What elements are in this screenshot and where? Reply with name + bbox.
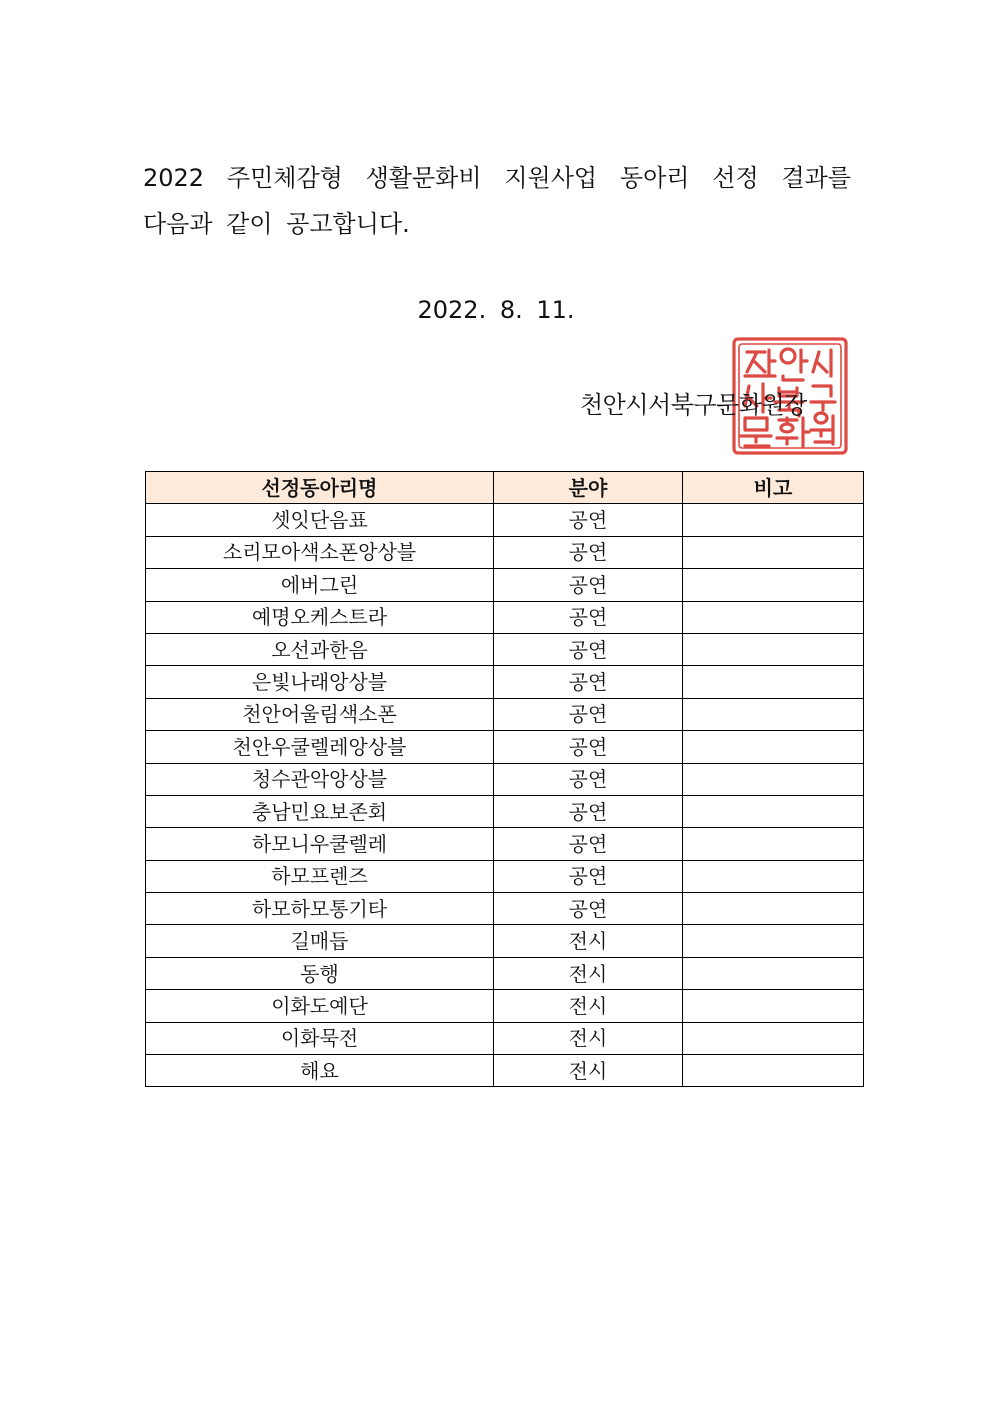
cell-field: 전시 <box>494 990 683 1022</box>
cell-club-name: 에버그린 <box>146 569 494 601</box>
cell-field: 공연 <box>494 698 683 730</box>
table-row <box>146 957 864 989</box>
cell-field: 전시 <box>494 957 683 989</box>
cell-note <box>683 893 864 925</box>
cell-note <box>683 925 864 957</box>
cell-note <box>683 698 864 730</box>
cell-club-name: 이화도예단 <box>146 990 494 1022</box>
table-row <box>146 828 864 860</box>
table-row <box>146 536 864 568</box>
cell-field: 전시 <box>494 1022 683 1054</box>
table-row <box>146 1055 864 1087</box>
column-header-field: 분야 <box>494 472 683 504</box>
selected-clubs-table <box>145 471 864 1087</box>
cell-note <box>683 828 864 860</box>
cell-note <box>683 633 864 665</box>
cell-field: 공연 <box>494 601 683 633</box>
cell-club-name: 하모니우쿨렐레 <box>146 828 494 860</box>
cell-club-name: 하모프렌즈 <box>146 860 494 892</box>
cell-club-name: 천안우쿨렐레앙상블 <box>146 731 494 763</box>
cell-club-name: 해요 <box>146 1055 494 1087</box>
cell-club-name: 예명오케스트라 <box>146 601 494 633</box>
cell-field: 전시 <box>494 1055 683 1087</box>
table-row <box>146 990 864 1022</box>
cell-club-name: 충남민요보존회 <box>146 795 494 827</box>
cell-club-name: 길매듭 <box>146 925 494 957</box>
column-header-club-name: 선정동아리명 <box>146 472 494 504</box>
cell-note <box>683 990 864 1022</box>
table-row <box>146 1022 864 1054</box>
cell-club-name: 동행 <box>146 957 494 989</box>
table-row <box>146 633 864 665</box>
cell-club-name: 천안어울림색소폰 <box>146 698 494 730</box>
table-row <box>146 763 864 795</box>
column-header-note: 비고 <box>683 472 864 504</box>
signer-name: 천안시서북구문화원장 <box>580 391 807 419</box>
notice-line-2: 다음과 같이 공고합니다. <box>143 210 410 238</box>
cell-club-name: 이화묵전 <box>146 1022 494 1054</box>
cell-club-name: 은빛나래앙상블 <box>146 666 494 698</box>
cell-club-name: 오선과한음 <box>146 633 494 665</box>
cell-note <box>683 569 864 601</box>
cell-field: 공연 <box>494 666 683 698</box>
cell-note <box>683 536 864 568</box>
cell-club-name: 소리모아색소폰앙상블 <box>146 536 494 568</box>
cell-club-name: 청수관악앙상블 <box>146 763 494 795</box>
notice-date: 2022. 8. 11. <box>417 296 575 324</box>
cell-field: 공연 <box>494 795 683 827</box>
table-row <box>146 925 864 957</box>
cell-field: 공연 <box>494 504 683 536</box>
cell-field: 전시 <box>494 925 683 957</box>
cell-note <box>683 957 864 989</box>
cell-note <box>683 1022 864 1054</box>
cell-field: 공연 <box>494 569 683 601</box>
cell-note <box>683 666 864 698</box>
cell-field: 공연 <box>494 860 683 892</box>
cell-field: 공연 <box>494 828 683 860</box>
cell-club-name: 셋잇단음표 <box>146 504 494 536</box>
cell-field: 공연 <box>494 893 683 925</box>
cell-field: 공연 <box>494 731 683 763</box>
cell-field: 공연 <box>494 763 683 795</box>
notice-line-1: 2022 주민체감형 생활문화비 지원사업 동아리 선정 결과를 <box>143 164 851 192</box>
cell-note <box>683 601 864 633</box>
table-row <box>146 860 864 892</box>
table-row <box>146 569 864 601</box>
cell-note <box>683 860 864 892</box>
table-body <box>146 504 864 1087</box>
cell-club-name: 하모하모통기타 <box>146 893 494 925</box>
table-row <box>146 731 864 763</box>
cell-note <box>683 731 864 763</box>
cell-note <box>683 1055 864 1087</box>
table-header-row <box>146 472 864 504</box>
cell-note <box>683 504 864 536</box>
cell-note <box>683 763 864 795</box>
notice-text <box>143 155 851 247</box>
cell-field: 공연 <box>494 536 683 568</box>
cell-field: 공연 <box>494 633 683 665</box>
table-row <box>146 893 864 925</box>
cell-note <box>683 795 864 827</box>
table-row <box>146 504 864 536</box>
table-row <box>146 698 864 730</box>
table-row <box>146 601 864 633</box>
table-row <box>146 666 864 698</box>
table-row <box>146 795 864 827</box>
